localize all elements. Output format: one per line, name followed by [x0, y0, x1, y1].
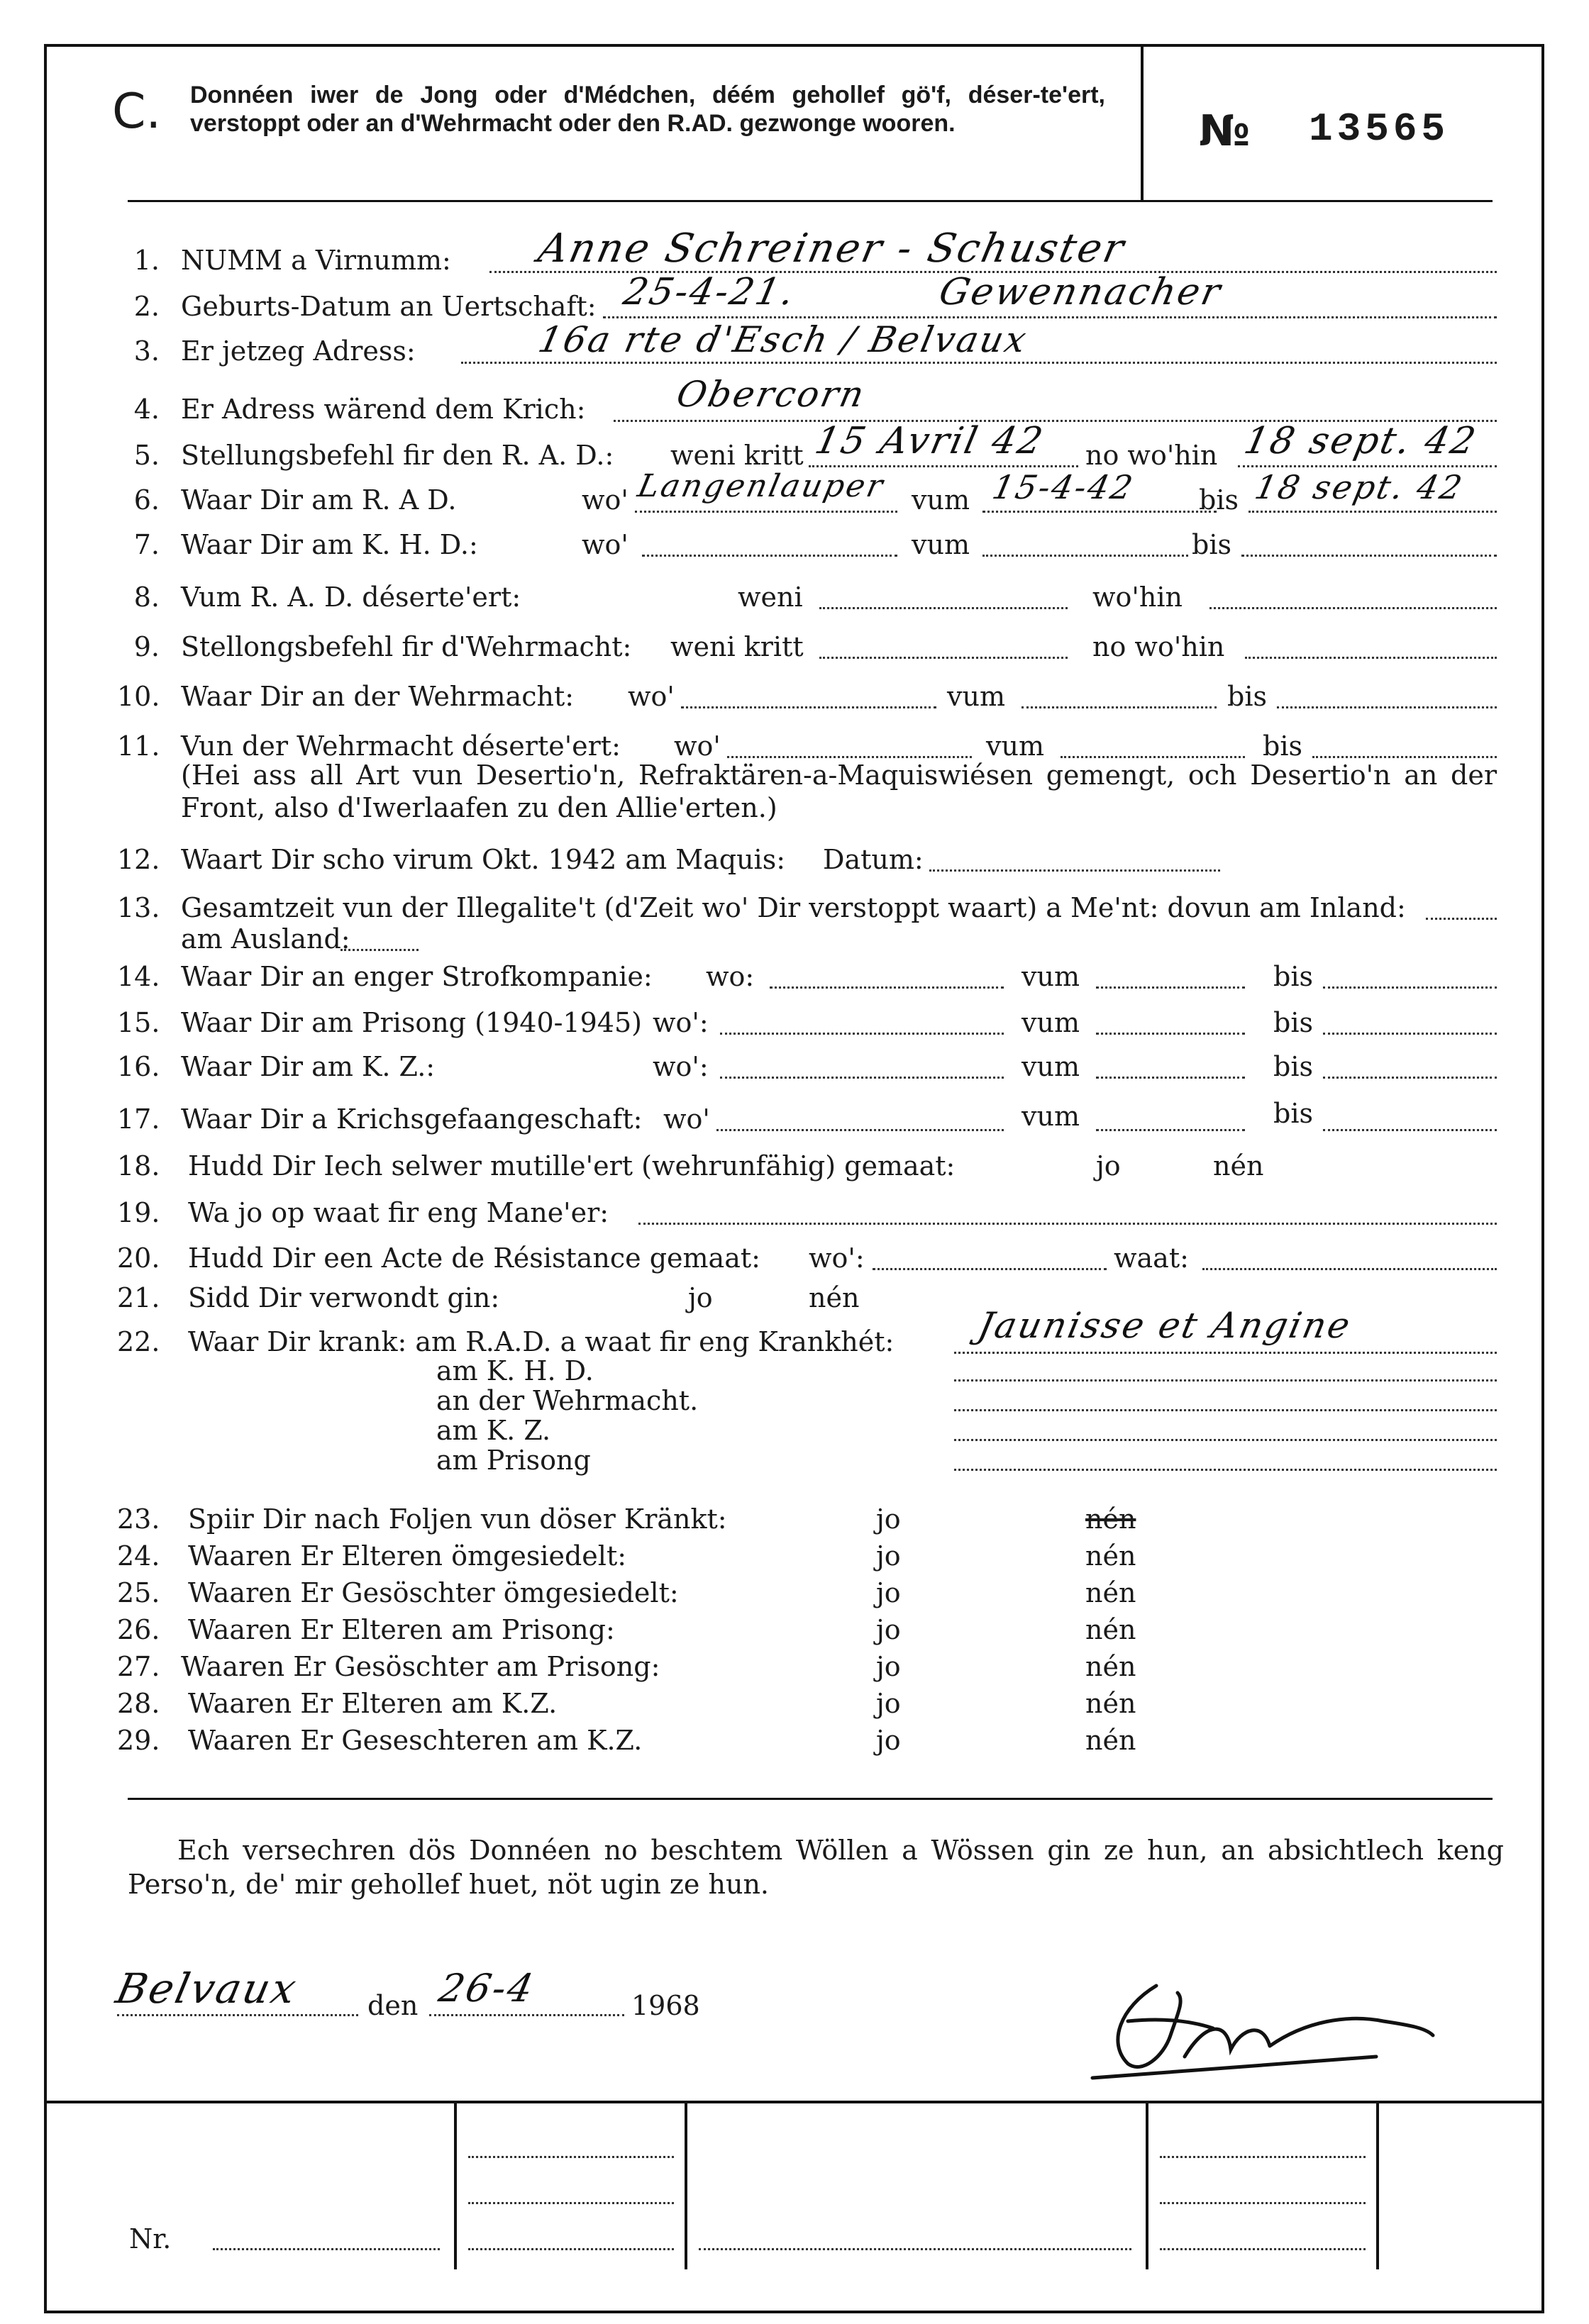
fill-line	[1312, 756, 1497, 758]
field-label: Waar Dir a Krichsgefaangeschaft:	[181, 1103, 643, 1135]
row-number: 17.	[117, 1103, 160, 1135]
field-label: Vun der Wehrmacht déserte'ert:	[181, 730, 621, 762]
field-sublabel: wo':	[809, 1242, 865, 1274]
row-number: 29.	[117, 1725, 160, 1756]
row-number: 5.	[133, 440, 160, 471]
field-sublabel: wo'	[582, 529, 629, 560]
option-jo: jo	[1096, 1150, 1121, 1182]
field-sublabel: vum	[912, 529, 970, 560]
option-jo: jo	[688, 1282, 713, 1313]
field-sublabel: vum	[912, 484, 970, 516]
row-number: 21.	[117, 1282, 160, 1313]
section-divider	[128, 1798, 1493, 1800]
fill-line	[681, 706, 936, 708]
field-label: Hudd Dir Iech selwer mutille'ert (wehrunfähig) gemaat:	[188, 1150, 956, 1182]
row-number: 24.	[117, 1540, 160, 1572]
field-sublabel: vum	[1022, 961, 1080, 992]
fill-line	[819, 607, 1068, 609]
footer-column-divider	[685, 2101, 687, 2269]
row-number: 4.	[133, 394, 160, 425]
form-title: Donnéen iwer de Jong oder d'Médchen, déém gehollef gö'f, déser-te'ert, verstoppt oder an d'Wehrmacht oder den R.AD. gezwonge wooren.	[190, 82, 1105, 137]
field-label: Hudd Dir een Acte de Résistance gemaat:	[188, 1242, 760, 1274]
fill-line	[1248, 511, 1497, 513]
option-nen: nén	[1085, 1651, 1136, 1682]
fill-line	[1209, 607, 1497, 609]
field-label: Waart Dir scho virum Okt. 1942 am Maquis:	[181, 844, 786, 875]
field-label: Waaren Er Gesöschter ömgesiedelt:	[188, 1577, 679, 1608]
row-number: 19.	[117, 1197, 160, 1228]
fill-line	[929, 869, 1220, 872]
field-sublabel: vum	[1022, 1101, 1080, 1132]
row-number: 11.	[117, 730, 160, 762]
option-nen: nén	[1085, 1577, 1136, 1608]
fill-line	[638, 1223, 1497, 1225]
field-sublabel: wo'	[582, 484, 629, 516]
fill-line	[954, 1352, 1497, 1354]
row-number: 7.	[133, 529, 160, 560]
field-sublabel: Datum:	[823, 844, 924, 875]
footer-column-divider	[1146, 2101, 1148, 2269]
fill-line	[1202, 1268, 1497, 1270]
field-label: Waaren Er Elteren am Prisong:	[188, 1614, 615, 1645]
field-sublabel: vum	[986, 730, 1044, 762]
field-sublabel: weni	[738, 582, 803, 613]
row-number: 26.	[117, 1614, 160, 1645]
handwritten-signature	[1078, 1979, 1447, 2085]
fill-line	[635, 511, 897, 513]
fill-line	[468, 2248, 674, 2250]
field-label: NUMM a Virnumm:	[181, 245, 451, 276]
fill-line	[1160, 2156, 1366, 2158]
field-value-date: 18 sept. 42	[1240, 420, 1481, 462]
fill-line	[1245, 657, 1497, 659]
field-sub-item: am Prisong	[436, 1445, 591, 1476]
fill-line	[770, 986, 1004, 989]
field-label: Waar Dir an enger Strofkompanie:	[181, 961, 653, 992]
signature-den: den	[367, 1990, 419, 2021]
fill-line	[213, 2248, 440, 2250]
field-label: Stellongsbefehl fir d'Wehrmacht:	[181, 631, 632, 662]
field-sublabel: bis	[1273, 1098, 1313, 1129]
field-label: Vum R. A. D. déserte'ert:	[181, 582, 521, 613]
field-sublabel: wo'	[674, 730, 721, 762]
declaration-text: Ech versechren dös Donnéen no beschtem Wöllen a Wössen gin ze hun, an absichtlech keng Perso'n, de' mir gehollef huet, nöt ugin ze hun.	[128, 1835, 1504, 1900]
fill-line	[1277, 706, 1497, 708]
field-sublabel: weni kritt	[670, 440, 804, 471]
row-number: 25.	[117, 1577, 160, 1608]
field-label: Stellungsbefehl fir den R. A. D.:	[181, 440, 614, 471]
option-nen: nén	[1085, 1540, 1136, 1572]
field-label: Waar Dir krank: am R.A.D. a waat fir eng Krankhét:	[188, 1326, 895, 1357]
field-sublabel: bis	[1273, 961, 1313, 992]
row-number: 28.	[117, 1688, 160, 1719]
field-label: Wa jo op waat fir eng Mane'er:	[188, 1197, 609, 1228]
field-value-name: Anne Schreiner - Schuster	[534, 226, 1130, 272]
field-label: Er jetzeg Adress:	[181, 335, 416, 367]
row-number: 2.	[133, 291, 160, 322]
fill-line	[1323, 986, 1497, 989]
field-label: Waaren Er Gesöschter am Prisong:	[181, 1651, 660, 1682]
field-label: Sidd Dir verwondt gin:	[188, 1282, 500, 1313]
field-sublabel: no wo'hin	[1085, 440, 1218, 471]
field-value-place: Langenlauper	[634, 468, 888, 504]
field-label: Waar Dir am K. H. D.:	[181, 529, 478, 560]
fill-line	[720, 1033, 1004, 1035]
fill-line	[1160, 2248, 1366, 2250]
option-jo: jo	[876, 1725, 901, 1756]
fill-line	[468, 2156, 674, 2158]
footer-column-divider	[454, 2101, 457, 2269]
option-jo: jo	[876, 1614, 901, 1645]
field-label: Waaren Er Geseschteren am K.Z.	[188, 1725, 643, 1756]
field-label: Waaren Er Elteren ömgesiedelt:	[188, 1540, 627, 1572]
fill-line	[954, 1439, 1497, 1441]
footer-column-divider	[1376, 2101, 1379, 2269]
row-number: 8.	[133, 582, 160, 613]
field-sublabel: wo':	[653, 1051, 709, 1082]
field-sublabel: vum	[947, 681, 1005, 712]
row-number: 20.	[117, 1242, 160, 1274]
fill-line	[1096, 1077, 1245, 1079]
field-value-illness: Jaunisse et Angine	[974, 1305, 1356, 1346]
field-label: Er Adress wärend dem Krich:	[181, 394, 586, 425]
header-vertical-divider	[1141, 47, 1144, 201]
field-label: Geburts-Datum an Uertschaft:	[181, 291, 597, 322]
field-sublabel: no wo'hin	[1092, 631, 1225, 662]
field-sub-item: an der Wehrmacht.	[436, 1385, 699, 1416]
field-sublabel: bis	[1199, 484, 1239, 516]
option-nen: nén	[1213, 1150, 1264, 1182]
option-nen: nén	[809, 1282, 860, 1313]
field-sublabel: wo:	[706, 961, 755, 992]
field-sublabel: bis	[1227, 681, 1267, 712]
fill-line	[982, 511, 1217, 513]
field-value-address: 16a rte d'Esch / Belvaux	[534, 319, 1032, 360]
row-number: 22.	[117, 1326, 160, 1357]
fill-line	[1160, 2202, 1366, 2204]
option-nen: nén	[1085, 1688, 1136, 1719]
row-number: 23.	[117, 1503, 160, 1535]
field-sub-item: am K. Z.	[436, 1415, 551, 1446]
field-value-date: 15 Avril 42	[811, 420, 1048, 462]
field-label-line2: am Ausland:	[181, 923, 350, 955]
field-sublabel: vum	[1022, 1007, 1080, 1038]
row-number: 27.	[117, 1651, 160, 1682]
field-sublabel: bis	[1192, 529, 1231, 560]
option-nen: nén	[1085, 1725, 1136, 1756]
row-number: 14.	[117, 961, 160, 992]
fill-line	[954, 1469, 1497, 1471]
option-jo: jo	[876, 1540, 901, 1572]
fill-line	[716, 1129, 1004, 1131]
field-label: Gesamtzeit vun der Illegalite't (d'Zeit wo' Dir verstoppt waart) a Me'nt: dovun am Inland:	[181, 892, 1406, 923]
section-letter: C.	[112, 84, 162, 140]
field-sublabel: vum	[1022, 1051, 1080, 1082]
row-number: 6.	[133, 484, 160, 516]
field-sublabel: weni kritt	[670, 631, 804, 662]
field-label: Waaren Er Elteren am K.Z.	[188, 1688, 558, 1719]
footer-divider	[47, 2101, 1544, 2103]
row-number: 12.	[117, 844, 160, 875]
fill-line	[461, 362, 1497, 364]
row-number: 16.	[117, 1051, 160, 1082]
fill-line	[340, 949, 419, 951]
fill-line	[982, 555, 1188, 557]
fill-line	[1096, 1033, 1245, 1035]
fill-line	[1323, 1033, 1497, 1035]
field-value-date: 25-4-21.	[619, 271, 800, 313]
fill-line	[1241, 555, 1497, 557]
fill-line	[720, 1077, 1004, 1079]
row-number: 15.	[117, 1007, 160, 1038]
row-number: 3.	[133, 335, 160, 367]
field-label: Spiir Dir nach Foljen vun döser Kränkt:	[188, 1503, 727, 1535]
fill-line	[1426, 918, 1497, 920]
signature-place: Belvaux	[111, 1964, 303, 2013]
row-number: 1.	[133, 245, 160, 276]
field-label: Waar Dir an der Wehrmacht:	[181, 681, 575, 712]
option-jo: jo	[876, 1651, 901, 1682]
fill-line	[699, 2248, 1131, 2250]
field-sublabel: bis	[1273, 1051, 1313, 1082]
field-label: Waar Dir am Prisong (1940-1945)	[181, 1007, 642, 1038]
field-value-date: 15-4-42	[989, 468, 1139, 506]
field-value-date: 18 sept. 42	[1251, 468, 1468, 506]
field-sub-item: am K. H. D.	[436, 1355, 594, 1386]
field-sublabel: wo'	[628, 681, 675, 712]
fill-line	[873, 1268, 1107, 1270]
fill-line	[429, 2014, 624, 2016]
header-divider	[128, 200, 1493, 202]
row-number: 13.	[117, 892, 160, 923]
field-label: Waar Dir am K. Z.:	[181, 1051, 436, 1082]
field-value-place: Gewennacher	[935, 271, 1227, 313]
fill-line	[1238, 465, 1497, 467]
option-jo: jo	[876, 1577, 901, 1608]
field-sublabel: waat:	[1114, 1242, 1189, 1274]
footer-nr-label: Nr.	[129, 2223, 172, 2254]
fill-line	[603, 316, 1497, 318]
fill-line	[809, 465, 1078, 467]
option-jo: jo	[876, 1503, 901, 1535]
signature-date: 26-4	[435, 1966, 540, 2011]
fill-line	[468, 2202, 674, 2204]
fill-line	[954, 1379, 1497, 1381]
fill-line	[1061, 756, 1245, 758]
field-sublabel: wo'hin	[1092, 582, 1183, 613]
option-nen-struck: nén	[1085, 1503, 1136, 1535]
field-value-war-address: Obercorn	[672, 374, 870, 415]
field-note: (Hei ass all Art vun Desertio'n, Refraktären-a-Maquiswiésen gemengt, och Desertio'n an der Front, also d'Iwerlaafen zu den Allie'erten.)	[181, 760, 1497, 823]
row-number: 10.	[117, 681, 160, 712]
fill-line	[727, 756, 972, 758]
field-sublabel: bis	[1263, 730, 1302, 762]
row-number: 9.	[133, 631, 160, 662]
field-label: Waar Dir am R. A D.	[181, 484, 457, 516]
fill-line	[642, 555, 897, 557]
fill-line	[954, 1409, 1497, 1411]
field-sublabel: wo':	[653, 1007, 709, 1038]
row-number: 18.	[117, 1150, 160, 1182]
fill-line	[819, 657, 1068, 659]
fill-line	[117, 2014, 358, 2016]
form-number: 13565	[1309, 106, 1450, 152]
fill-line	[1323, 1077, 1497, 1079]
fill-line	[1096, 986, 1245, 989]
option-jo: jo	[876, 1688, 901, 1719]
field-sublabel: wo'	[663, 1103, 710, 1135]
option-nen: nén	[1085, 1614, 1136, 1645]
signature-year: 1968	[631, 1990, 700, 2021]
field-sublabel: bis	[1273, 1007, 1313, 1038]
number-label: №	[1199, 106, 1251, 156]
fill-line	[1096, 1129, 1245, 1131]
fill-line	[1022, 706, 1217, 708]
fill-line	[1323, 1129, 1497, 1131]
